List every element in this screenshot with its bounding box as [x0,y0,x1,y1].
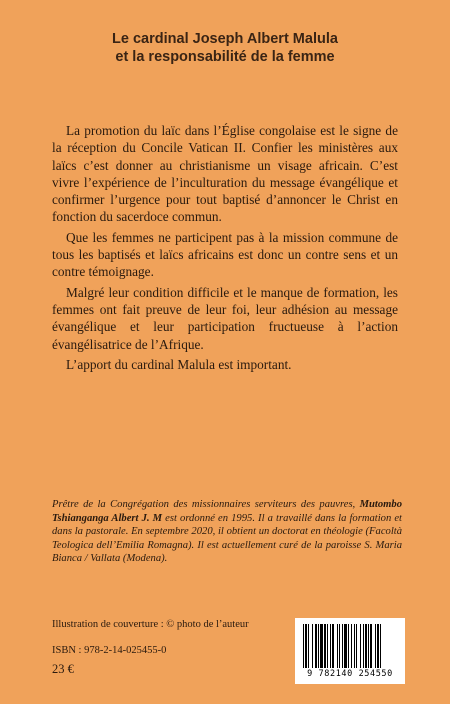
barcode-bar [342,624,343,668]
summary-text [52,122,398,376]
barcode-bar [327,624,328,668]
summary-paragraph-3: Malgré leur condition difficile et le manque de formation, les femmes ont fait preuve de leur foi, leur adhésion au message évangélique et leur participation fructueuse à l’action évangélisatrice de l’Afrique. [52,284,398,352]
barcode [295,618,405,684]
summary-paragraph-2: Que les femmes ne participent pas à la mission commune de tous les baptisés et laïcs africains est donc un contre sens et un contre témoignage. [52,229,398,280]
barcode-bar [344,624,347,668]
barcode-bar [375,624,376,668]
barcode-number: 9 782140 254550 [307,669,393,679]
barcode-bar [365,624,367,668]
barcode-bar [324,624,326,668]
barcode-bar [337,624,338,668]
barcode-bar [363,624,364,668]
barcode-bar [370,624,372,668]
summary-paragraph-4: L’apport du cardinal Malula est important. [66,356,292,372]
barcode-bar [308,624,309,668]
barcode-bar [351,624,352,668]
cover-credit: Illustration de couverture : © photo de l’auteur [52,619,249,630]
bio-intro: Prêtre de la Congrégation des missionnaires serviteurs des pauvres, [52,499,360,510]
barcode-bar [380,624,381,668]
barcode-bar [312,624,313,668]
title-line-1: Le cardinal Joseph Albert Malula [112,31,338,47]
barcode-bar [356,624,357,668]
barcode-bar [330,624,331,668]
author-bio [52,498,402,566]
price: 23 € [52,662,74,676]
barcode-bar [348,624,349,668]
barcode-bar [318,624,319,668]
bio-rest: est ordonné en 1995. Il a travaillé dans la formation et dans la pastorale. En septembre 2020, il obtient un doctorat en théologie (Facoltà Teologica dell’Emilia Romagna). Il est actuellement curé de la paroisse S. Maria Bianca / Vallata (Modena). [52,512,402,565]
barcode-bar [377,624,379,668]
book-title [40,30,410,66]
barcode-bar [360,624,361,668]
barcode-bar [315,624,317,668]
barcode-bar [320,624,323,668]
barcode-bar [332,624,334,668]
barcode-bar [303,624,304,668]
title-line-2: et la responsabilité de la femme [115,49,335,65]
isbn: ISBN : 978-2-14-025455-0 [52,645,167,656]
barcode-bar [305,624,307,668]
barcode-bar [339,624,340,668]
summary-paragraph-1: La promotion du laïc dans l’Église congolaise est le signe de la réception du Concile Vatican II. Confier les ministères aux laïcs c’est donner au christianisme un visage africain. C’est vivre l’expérience de l’inculturation du message évangélique et confirmer l’urgence pour tout baptisé d’annoncer le Christ en fonction du sacerdoce commun. [52,123,398,225]
author-name: Mutombo Tshianganga Albert J. M [52,499,402,524]
barcode-bar [368,624,369,668]
barcode-bar [354,624,355,668]
